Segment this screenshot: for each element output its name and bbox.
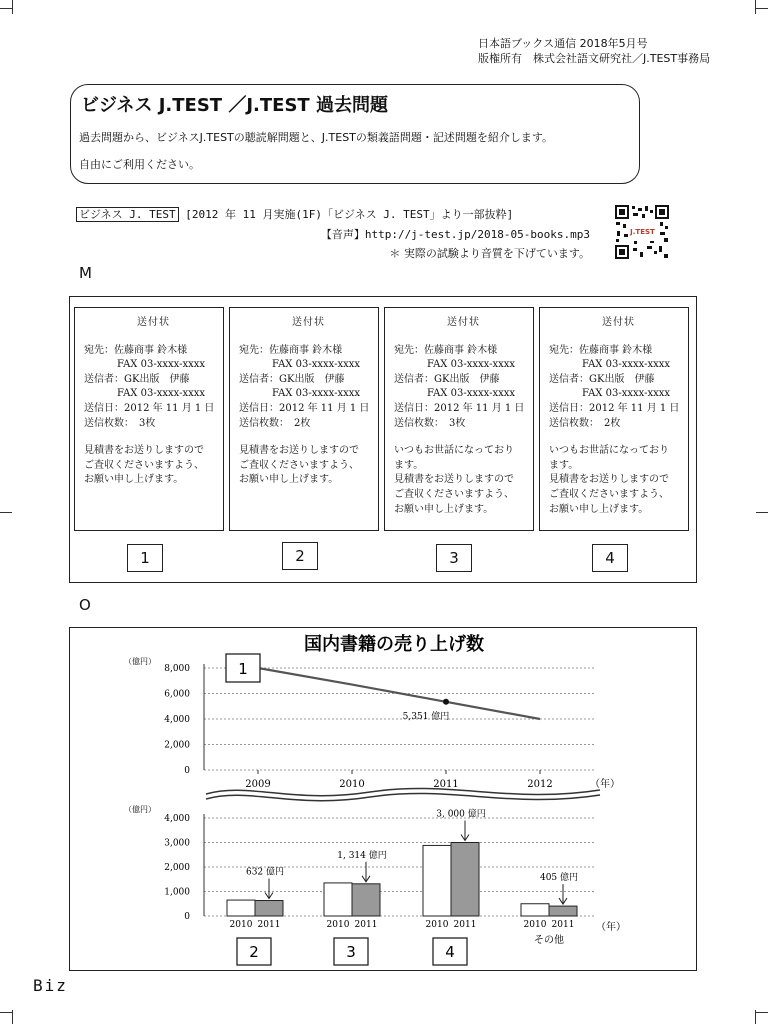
card-recipient-fax: FAX 03-xxxx-xxxx xyxy=(117,359,206,371)
bar xyxy=(255,901,283,916)
fax-cover-card-3 xyxy=(384,307,534,531)
y-tick-label: 8,000 xyxy=(164,664,190,674)
bar xyxy=(352,884,380,916)
card-body-line: 見積書をお送りしますので xyxy=(549,474,669,486)
bar-chart xyxy=(164,808,594,966)
data-point xyxy=(443,699,449,705)
intro-text: 過去問題から、ビジネスJ.TESTの聴読解問題と、J.TESTの類義語問題・記述問題を紹介します。 xyxy=(79,131,554,144)
qr-label: J.TEST xyxy=(630,228,655,236)
y-tick-label: 2,000 xyxy=(164,863,190,873)
y-tick-label: 1,000 xyxy=(164,887,190,898)
x-tick-label: 2011 xyxy=(257,920,281,930)
line-y-unit: （億円） xyxy=(124,657,156,666)
card-recipient-fax: FAX 03-xxxx-xxxx xyxy=(582,359,671,371)
option-number[interactable]: 4 xyxy=(445,943,455,961)
fax-options-panel xyxy=(69,296,697,583)
card-sender: 送信者：GK出版 伊藤 xyxy=(239,373,345,385)
card-body-line: お願い申し上げます。 xyxy=(239,474,339,486)
card-title: 送付状 xyxy=(602,317,635,328)
data-label: 1, 314 億円 xyxy=(337,850,387,861)
y-tick-label: 2,000 xyxy=(164,740,190,751)
card-pages: 送信枚数： 3枚 xyxy=(84,417,156,429)
newsletter-issue: 日本語ブックス通信 2018年5月号 xyxy=(478,37,648,50)
card-recipient: 宛先：佐藤商事 鈴木様 xyxy=(239,344,343,356)
card-date: 送信日：2012 年 11 月 1 日 xyxy=(394,402,525,414)
card-sender-fax: FAX 03-xxxx-xxxx xyxy=(272,388,361,400)
x-tick-label: 2011 xyxy=(354,920,378,930)
x-tick-label: 2010 xyxy=(326,920,350,930)
line-chart xyxy=(164,654,594,790)
card-sender-fax: FAX 03-xxxx-xxxx xyxy=(582,388,671,400)
y-tick-label: 0 xyxy=(184,766,190,776)
card-body-line: 見積書をお送りしますので xyxy=(394,474,514,486)
card-sender-fax: FAX 03-xxxx-xxxx xyxy=(427,388,516,400)
option-number[interactable]: 1 xyxy=(238,660,248,678)
fax-cover-card-2 xyxy=(229,307,379,531)
card-recipient: 宛先：佐藤商事 鈴木様 xyxy=(394,344,498,356)
option-number[interactable]: 3 xyxy=(346,943,356,961)
card-body-line: ます。 xyxy=(394,459,424,471)
section-label-m: M xyxy=(79,264,92,282)
card-pages: 送信枚数： 3枚 xyxy=(394,417,466,429)
card-sender: 送信者：GK出版 伊藤 xyxy=(549,373,655,385)
card-title: 送付状 xyxy=(447,317,480,328)
bar xyxy=(227,900,255,916)
publication-header xyxy=(478,36,710,66)
card-recipient-fax: FAX 03-xxxx-xxxx xyxy=(272,359,361,371)
x-tick-label: 2009 xyxy=(245,779,271,790)
crop-mark xyxy=(755,0,756,14)
card-recipient: 宛先：佐藤商事 鈴木様 xyxy=(549,344,653,356)
title-box xyxy=(70,84,640,184)
option-number-2[interactable]: 2 xyxy=(282,542,318,570)
card-pages: 送信枚数： 2枚 xyxy=(239,417,311,429)
data-label: 3, 000 億円 xyxy=(436,809,486,820)
data-label: 632 億円 xyxy=(245,867,285,878)
x-tick-label: 2011 xyxy=(433,779,459,790)
option-number[interactable]: 2 xyxy=(249,943,259,961)
card-body-line: ご査収くださいますよう、 xyxy=(394,488,514,500)
card-sender: 送信者：GK出版 伊藤 xyxy=(84,373,190,385)
card-title: 送付状 xyxy=(292,317,325,328)
source-tag: ビジネス J. TEST xyxy=(76,207,179,222)
card-date: 送信日：2012 年 11 月 1 日 xyxy=(549,402,680,414)
crop-mark xyxy=(756,8,768,9)
card-sender-fax: FAX 03-xxxx-xxxx xyxy=(117,388,206,400)
crop-mark xyxy=(756,1012,768,1013)
sales-chart xyxy=(70,628,696,970)
data-label: 405 億円 xyxy=(539,873,579,884)
card-body-line: 見積書をお送りしますので xyxy=(239,445,359,457)
card-body-line: ご査収くださいますよう、 xyxy=(239,459,359,471)
bar xyxy=(451,843,479,917)
bar xyxy=(549,906,577,916)
card-body-line: ご査収くださいますよう、 xyxy=(549,488,669,500)
x-tick-label: 2011 xyxy=(453,920,477,930)
fax-cover-card-4 xyxy=(539,307,689,531)
bar-y-unit: （億円） xyxy=(124,805,156,814)
option-number-3[interactable]: 3 xyxy=(436,544,472,572)
bar xyxy=(324,883,352,916)
card-body-line: お願い申し上げます。 xyxy=(84,474,184,486)
x-tick-label: 2011 xyxy=(551,920,575,930)
crop-mark xyxy=(12,0,13,14)
card-sender: 送信者：GK出版 伊藤 xyxy=(394,373,500,385)
crop-mark xyxy=(0,8,12,9)
qr-code-icon[interactable] xyxy=(614,204,670,260)
x-tick-label: 2012 xyxy=(527,779,553,790)
line-x-unit: （年） xyxy=(590,779,620,790)
crop-mark xyxy=(0,512,12,513)
chart-panel xyxy=(69,627,697,971)
y-tick-label: 4,000 xyxy=(164,814,190,824)
card-body-line: ご査収くださいますよう、 xyxy=(84,459,204,471)
option-number-1[interactable]: 1 xyxy=(127,544,163,572)
card-title: 送付状 xyxy=(137,317,170,328)
x-tick-label: 2010 xyxy=(339,779,365,790)
crop-mark xyxy=(0,1012,12,1013)
audio-link[interactable]: 【音声】http://j-test.jp/2018-05-books.mp3 xyxy=(320,228,590,241)
bar-x-unit: （年） xyxy=(596,922,626,933)
y-tick-label: 3,000 xyxy=(164,838,190,849)
card-date: 送信日：2012 年 11 月 1 日 xyxy=(84,402,215,414)
card-body-line: ます。 xyxy=(549,459,579,471)
section-label-o: O xyxy=(79,596,91,614)
crop-mark xyxy=(12,1010,13,1024)
intro-text-2: 自由にご利用ください。 xyxy=(79,158,200,171)
source-text: [2012 年 11 月実施(1F)「ビジネス J. TEST」より一部抜粋] xyxy=(185,208,514,221)
crop-mark xyxy=(756,512,768,513)
fax-cover-card-1 xyxy=(74,307,224,531)
x-tick-label: 2010 xyxy=(523,920,547,930)
card-date: 送信日：2012 年 11 月 1 日 xyxy=(239,402,370,414)
option-number-4[interactable]: 4 xyxy=(592,544,628,572)
y-tick-label: 0 xyxy=(184,912,190,922)
card-body-line: いつもお世話になっており xyxy=(394,445,514,457)
chart-title: 国内書籍の売り上げ数 xyxy=(304,634,484,655)
card-pages: 送信枚数： 2枚 xyxy=(549,417,621,429)
card-body-line: お願い申し上げます。 xyxy=(394,503,494,515)
card-recipient: 宛先：佐藤商事 鈴木様 xyxy=(84,344,188,356)
group-label: その他 xyxy=(534,935,564,946)
card-body-line: いつもお世話になっており xyxy=(549,445,669,457)
copyright-line: 版権所有 株式会社語文研究社／J.TEST事務局 xyxy=(478,52,711,65)
bar xyxy=(423,845,451,916)
data-label: 5,351 億円 xyxy=(402,711,450,722)
card-recipient-fax: FAX 03-xxxx-xxxx xyxy=(427,359,516,371)
y-tick-label: 4,000 xyxy=(164,715,190,725)
footer-label: Biz xyxy=(33,976,68,995)
bar xyxy=(521,904,549,916)
y-tick-label: 6,000 xyxy=(164,689,190,700)
quality-note: ＊ 実際の試験より音質を下げています。 xyxy=(389,247,590,260)
x-tick-label: 2010 xyxy=(425,920,449,930)
x-tick-label: 2010 xyxy=(229,920,253,930)
card-body-line: 見積書をお送りしますので xyxy=(84,445,204,457)
source-line xyxy=(76,206,513,222)
card-body-line: お願い申し上げます。 xyxy=(549,503,649,515)
page-title: ビジネス J.TEST ／J.TEST 過去問題 xyxy=(81,95,388,116)
crop-mark xyxy=(755,1010,756,1024)
